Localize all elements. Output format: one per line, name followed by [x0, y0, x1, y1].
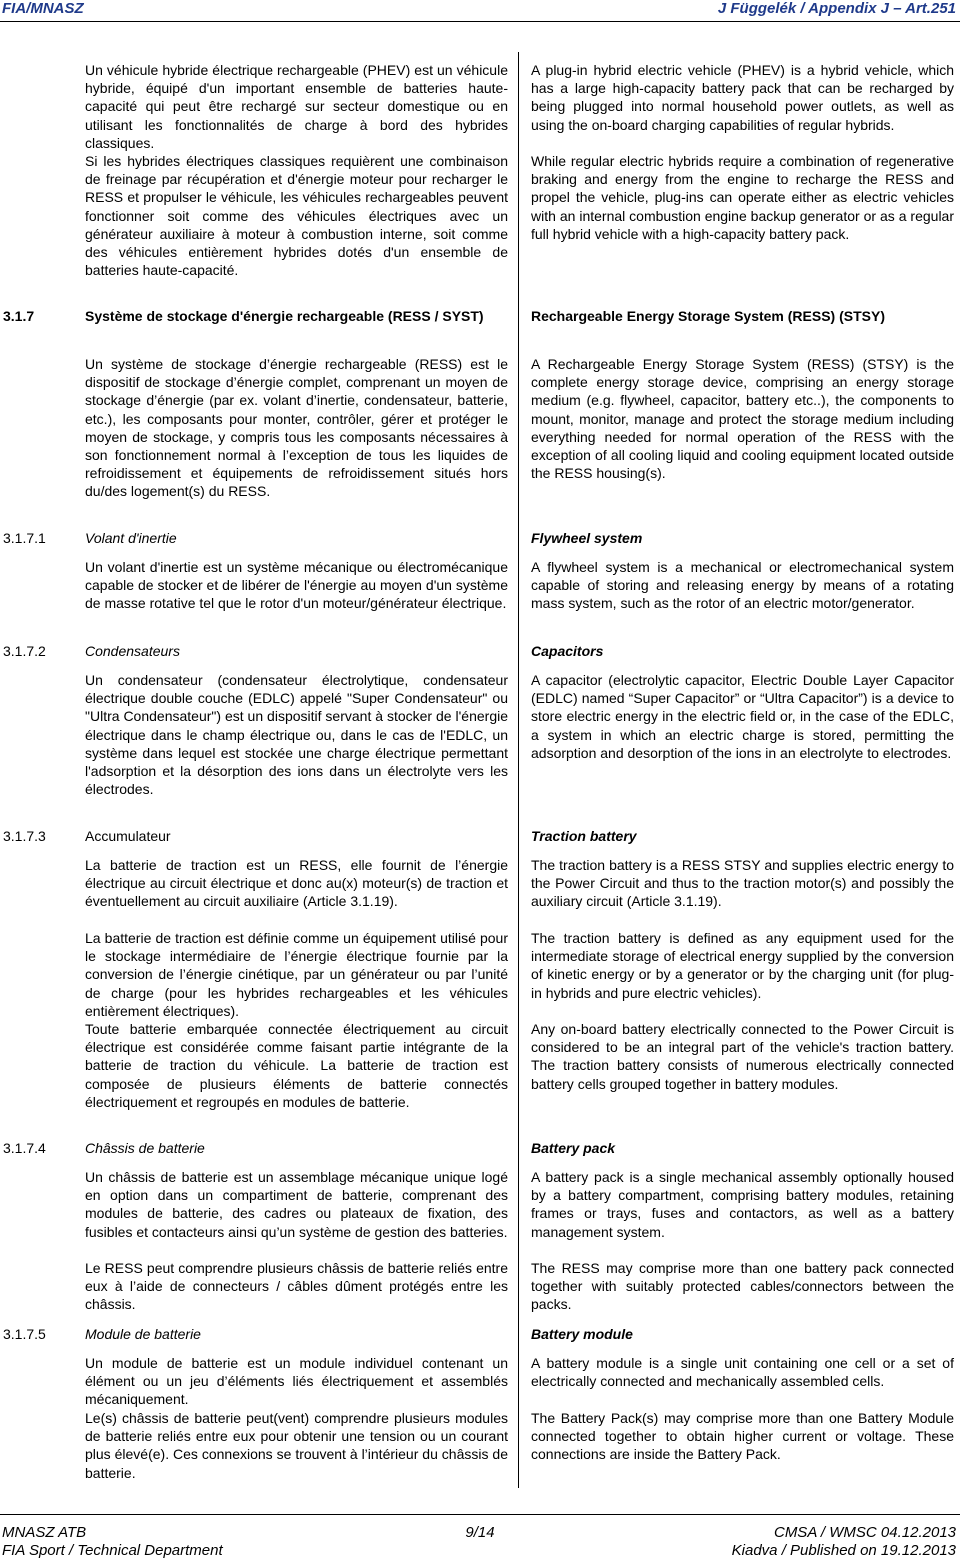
- fr-body-3-1-7-3-a: La batterie de traction est un RESS, elle fournit de l’énergie électrique au circuit électrique et donc au(x) moteur(s) de traction et éventuellement au circuit auxiliaire (Article 3.1.19).: [85, 857, 508, 910]
- en-body-3-1-7-3-a: The traction battery is a RESS STSY and supplies electric energy to the Power Circuit and thus to the traction motor(s) and possibly the auxiliary circuit (Article 3.1.19).: [531, 857, 954, 910]
- en-heading-3-1-7-1: Flywheel system: [531, 530, 643, 546]
- header-right: J Függelék / Appendix J – Art.251: [717, 0, 956, 17]
- fr-heading-3-1-7-3: Accumulateur: [85, 828, 171, 844]
- footer-left-line-2: FIA Sport / Technical Department: [2, 1542, 223, 1559]
- en-intro-1: A plug-in hybrid electric vehicle (PHEV) is a hybrid vehicle, which has a large high-capacity battery pack that can be recharged by being plugged into normal household power outlets, as well as using the on-board charging capabilities of regular hybrids.: [531, 62, 954, 133]
- fr-intro-2: Si les hybrides électriques classiques requièrent une combinaison de freinage par récupération et d'énergie moteur pour recharger le RESS et propulser le véhicule, les véhicules rechargeables peuvent fonctionner soit comme des véhicules électriques avec un générateur auxiliaire à moteur à combustion interne, soit comme des véhicules entièrement hybrides dotés d'un ensemble de batteries haute-capacité.: [85, 153, 508, 279]
- header-left: FIA/MNASZ: [2, 0, 84, 17]
- fr-heading-3-1-7-2: Condensateurs: [85, 643, 180, 659]
- en-body-3-1-7-2: A capacitor (electrolytic capacitor, Electric Double Layer Capacitor (EDLC) named “Super Capacitor” or “Ultra Capacitor”) is a device to store electric energy in the electric field or, in the case of the EDLC, a system in which an electric charge is stored, permitting the adsorption and desorption of the ions in an electrolyte to electrodes.: [531, 672, 954, 761]
- page-number: 9/14: [465, 1524, 495, 1541]
- footer-left-line-1: MNASZ ATB: [2, 1524, 87, 1541]
- fr-intro-1: Un véhicule hybride électrique rechargeable (PHEV) est un véhicule hybride, équipé d'un important ensemble de batteries haute-capacité qui peut être rechargé sur secteur domestique ou en utilisant les fonctionnalités de charge à bord des hybrides classiques.: [85, 62, 508, 151]
- column-divider: [518, 52, 519, 1488]
- footer-right-line-1: CMSA / WMSC 04.12.2013: [773, 1524, 956, 1541]
- fr-body-3-1-7-1: Un volant d'inertie est un système mécanique ou électromécanique capable de stocker et de libérer de l'énergie au moyen d'un système de masse rotative tel que le rotor d'un moteur/générateur électrique.: [85, 559, 508, 612]
- en-body-3-1-7-4-a: A battery pack is a single mechanical assembly optionally housed by a battery compartment, comprising battery modules, retaining frames or trays, fuses and contactors, as well as a battery management system.: [531, 1169, 954, 1240]
- footer-right-line-2: Kiadva / Published on 19.12.2013: [731, 1542, 956, 1559]
- header-rule: [0, 21, 960, 22]
- fr-body-3-1-7-4-b: Le RESS peut comprendre plusieurs châssis de batterie reliés entre eux à l’aide de connecteurs / câbles dûment protégés entre les châssis.: [85, 1260, 508, 1313]
- en-heading-3-1-7-4: Battery pack: [531, 1140, 616, 1156]
- en-body-3-1-7-5-a: A battery module is a single unit containing one cell or a set of electrically connected and mechanically assembled cells.: [531, 1355, 954, 1390]
- fr-body-3-1-7-4-a: Un châssis de batterie est un assemblage mécanique unique logé en option dans un compartiment de batterie, comprenant des modules de batterie, des cadres ou plateaux de fixation, des fusibles et contacteurs ainsi qu’un système de gestion des batteries.: [85, 1169, 508, 1240]
- section-number-3-1-7-5: 3.1.7.5: [3, 1326, 46, 1342]
- en-heading-3-1-7-5: Battery module: [531, 1326, 633, 1342]
- section-number-3-1-7-4: 3.1.7.4: [3, 1140, 46, 1156]
- footer-rule: [0, 1514, 960, 1515]
- fr-heading-3-1-7-1: Volant d'inertie: [85, 530, 177, 546]
- fr-body-3-1-7-2: Un condensateur (condensateur électrolytique, condensateur électrique double couche (EDLC) appelé "Super Condensateur" ou "Ultra Condensateur") est un dispositif servant à stocker de l'énergie électrique dans le champ électrique ou, dans le cas de l'EDLC, un système dans lequel est stockée une charge électrique permettant l'adsorption et la désorption des ions dans un électrolyte vers les électrodes.: [85, 672, 508, 798]
- fr-body-3-1-7: Un système de stockage d’énergie rechargeable (RESS) est le dispositif de stockage d’énergie complet, comprenant un moyen de stockage d’énergie (par ex. volant d’inertie, condensateur, batterie, etc.), les composants pour monter, contrôler, gérer et protéger le moyen de stockage, y compris tous les composants nécessaires à son fonctionnement normal à l’exception de tous les liquides de refroidissement et équipements de refroidissement situés hors du/des logement(s) du RESS.: [85, 356, 508, 500]
- fr-heading-3-1-7: Système de stockage d'énergie rechargeable (RESS / SYST): [85, 308, 484, 324]
- en-heading-3-1-7: Rechargeable Energy Storage System (RESS) (STSY): [531, 308, 885, 324]
- en-heading-3-1-7-3: Traction battery: [531, 828, 637, 844]
- section-number-3-1-7-3: 3.1.7.3: [3, 828, 46, 844]
- en-intro-2: While regular electric hybrids require a combination of regenerative braking and energy from the engine to recharge the RESS and propel the vehicle, plug-ins can operate either as electric vehicles with an internal combustion engine backup generator or as a regular full hybrid vehicle with a high-capacity battery pack.: [531, 153, 954, 242]
- page-header: [0, 0, 960, 20]
- en-body-3-1-7-1: A flywheel system is a mechanical or electromechanical system capable of storing and releasing energy by means of a rotating mass system, such as the rotor of an electric motor/generator.: [531, 559, 954, 612]
- fr-body-3-1-7-3-b: La batterie de traction est définie comme un équipement utilisé pour le stockage intermédiaire de l’énergie électrique fournie par la conversion de l’énergie cinétique, par un générateur ou par l’unité de charge (pour les hybrides rechargeables et les véhicules entièrement électriques).: [85, 930, 508, 1019]
- fr-body-3-1-7-3-c: Toute batterie embarquée connectée électriquement au circuit électrique est considérée comme faisant partie intégrante de la batterie de traction du véhicule. La batterie de traction est composée de plusieurs éléments de batterie connectés électriquement et regroupés en modules de batterie.: [85, 1021, 508, 1110]
- fr-heading-3-1-7-5: Module de batterie: [85, 1326, 201, 1342]
- fr-body-3-1-7-5-a: Un module de batterie est un module individuel contenant un élément ou un jeu d’éléments liés électriquement et assemblés mécaniquement.: [85, 1355, 508, 1408]
- en-body-3-1-7-3-b: The traction battery is defined as any equipment used for the intermediate storage of electrical energy supplied by the conversion of kinetic energy or by a generator or by the charging unit (for plug-in hybrids and pure electric vehicles).: [531, 930, 954, 1001]
- en-body-3-1-7-5-b: The Battery Pack(s) may comprise more than one Battery Module connected together to obtain higher current or voltage. These connections are inside the Battery Pack.: [531, 1410, 954, 1463]
- en-body-3-1-7-3-c: Any on-board battery electrically connected to the Power Circuit is considered to be an integral part of the vehicle's traction battery. The traction battery consists of numerous electrically connected battery cells grouped together in battery modules.: [531, 1021, 954, 1092]
- section-number-3-1-7: 3.1.7: [3, 308, 35, 324]
- en-heading-3-1-7-2: Capacitors: [531, 643, 604, 659]
- en-body-3-1-7: A Rechargeable Energy Storage System (RESS) (STSY) is the complete energy storage device, comprising an energy storage medium (e.g. flywheel, capacitor, battery etc..), the components to mount, monitor, manage and protect the storage medium including everything needed for normal operation of the RESS with the exception of all cooling liquid and cooling equipment located outside the RESS housing(s).: [531, 356, 954, 482]
- section-number-3-1-7-1: 3.1.7.1: [3, 530, 46, 546]
- fr-body-3-1-7-5-b: Le(s) châssis de batterie peut(vent) comprendre plusieurs modules de batterie reliés entre eux pour obtenir une tension ou un courant plus élevé(e). Ces connexions se trouvent à l’intérieur du châssis de batterie.: [85, 1410, 508, 1481]
- en-body-3-1-7-4-b: The RESS may comprise more than one battery pack connected together with suitably protected cables/connectors between the packs.: [531, 1260, 954, 1313]
- fr-heading-3-1-7-4: Châssis de batterie: [85, 1140, 205, 1156]
- section-number-3-1-7-2: 3.1.7.2: [3, 643, 46, 659]
